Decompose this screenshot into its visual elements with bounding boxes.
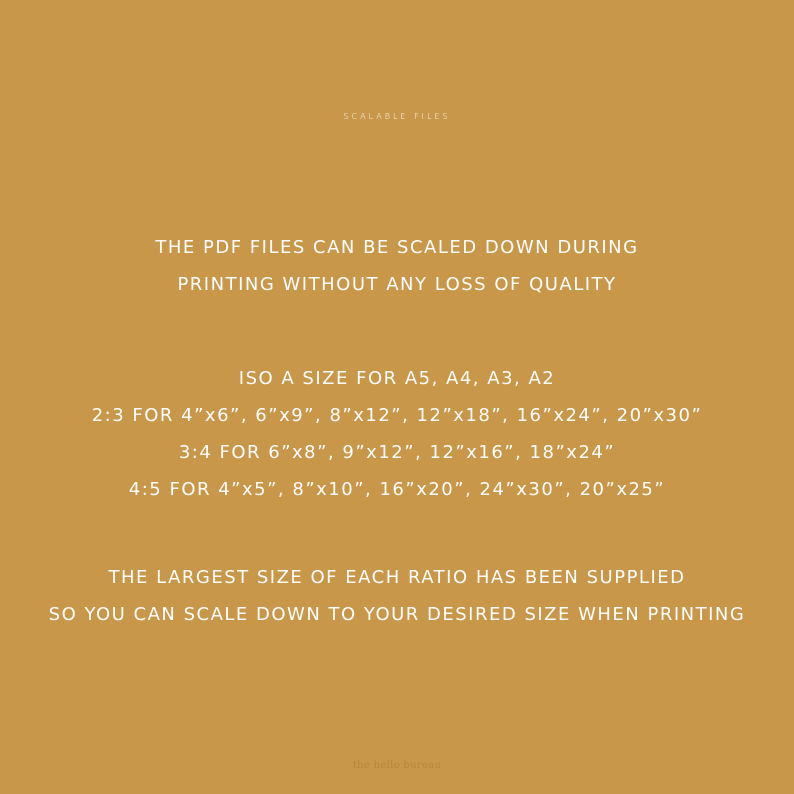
sizes-block xyxy=(0,360,794,508)
brand-watermark: the hello bureau xyxy=(352,760,442,771)
intro-block xyxy=(0,229,794,303)
size-line-4-5: 4:5 FOR 4”x5”, 8”x10”, 16”x20”, 24”x30”, 20”x25” xyxy=(128,479,666,500)
size-line-2-3: 2:3 FOR 4”x6”, 6”x9”, 8”x12”, 12”x18”, 16”x24”, 20”x30” xyxy=(91,405,703,426)
note-line: SO YOU CAN SCALE DOWN TO YOUR DESIRED SIZE WHEN PRINTING xyxy=(48,604,746,625)
note-block xyxy=(0,559,794,633)
size-line-iso: ISO A SIZE FOR A5, A4, A3, A2 xyxy=(238,368,556,389)
note-line: THE LARGEST SIZE OF EACH RATIO HAS BEEN SUPPLIED xyxy=(108,567,686,588)
page-title: SCALABLE FILES xyxy=(343,112,451,121)
intro-line: PRINTING WITHOUT ANY LOSS OF QUALITY xyxy=(177,274,617,295)
size-line-3-4: 3:4 FOR 6”x8”, 9”x12”, 12”x16”, 18”x24” xyxy=(178,442,616,463)
intro-line: THE PDF FILES CAN BE SCALED DOWN DURING xyxy=(155,237,639,258)
